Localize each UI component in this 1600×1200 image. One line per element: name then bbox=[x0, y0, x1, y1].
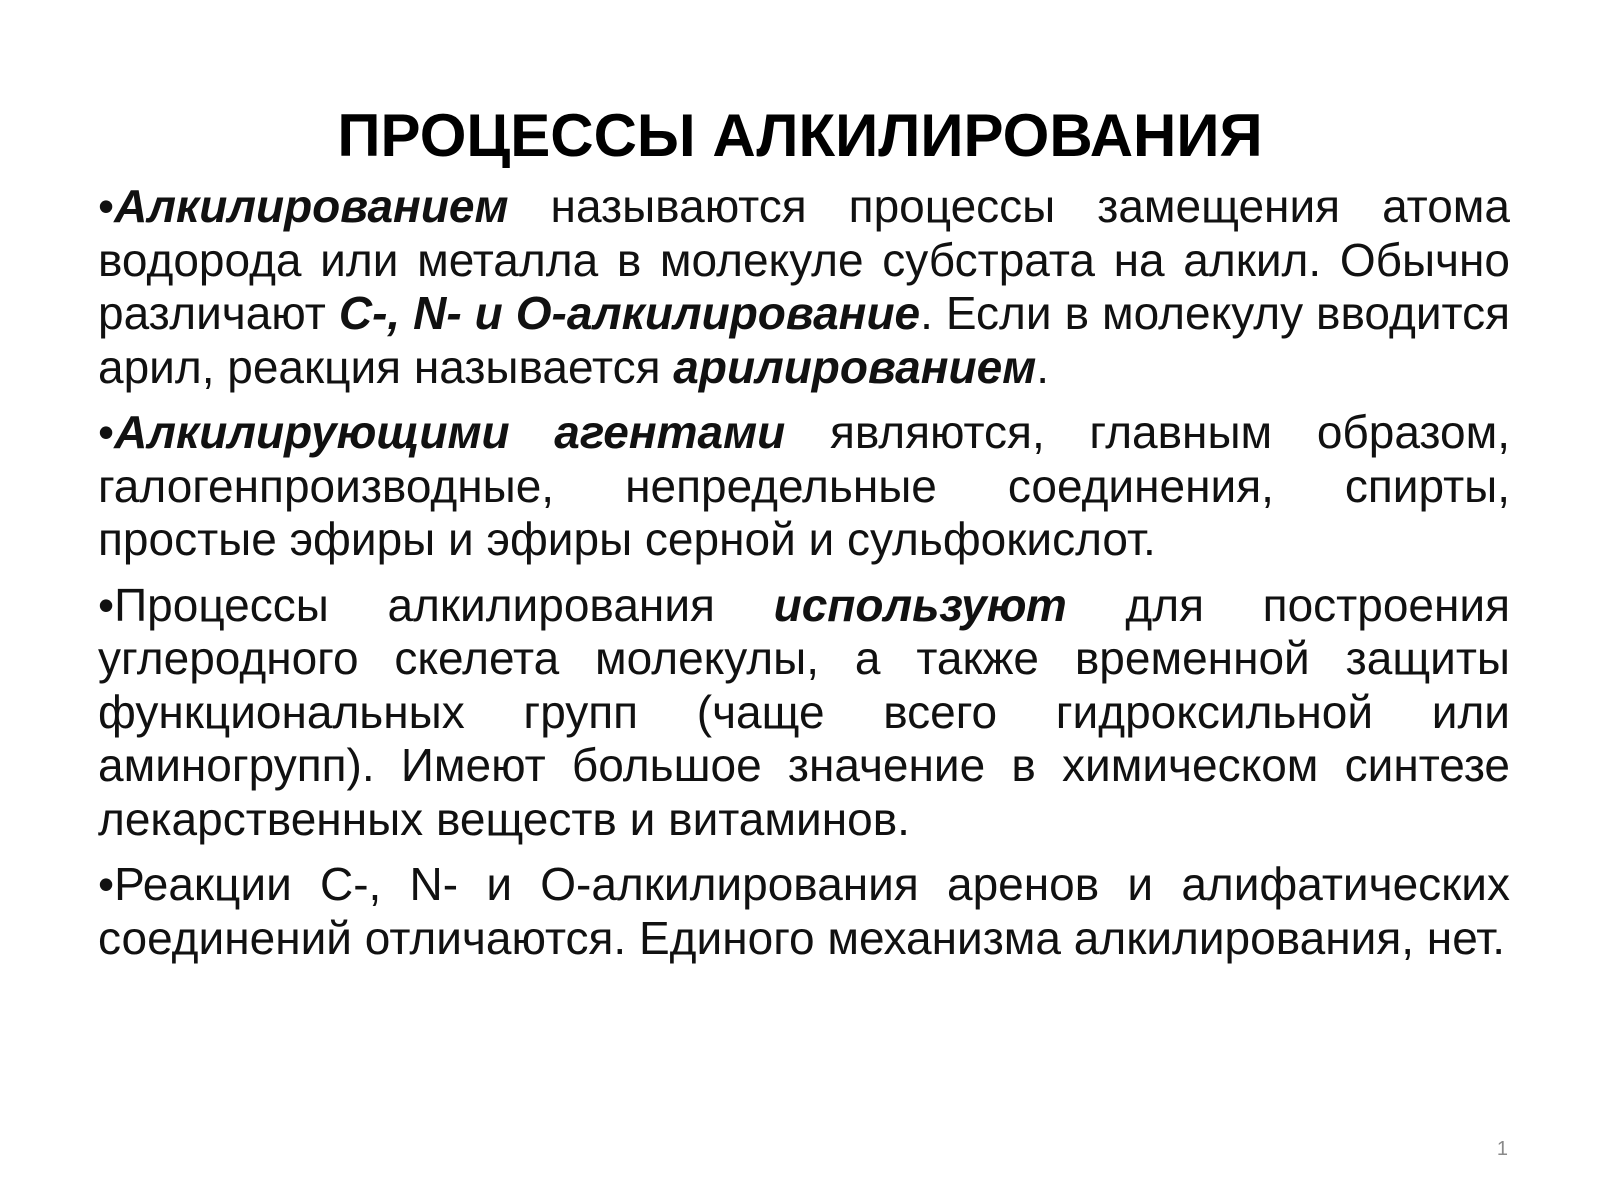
paragraph-alkylation-usage bbox=[98, 579, 1510, 847]
term-c-n-o-alkylation: С-, N- и О-алкилирование bbox=[338, 287, 921, 339]
bullet-marker: • bbox=[98, 578, 115, 631]
paragraph-text: Реакции С-, N- и О-алкилирования аренов и алифатических соединений отличаются. Единого механизма алкилирования, нет. bbox=[98, 858, 1510, 964]
paragraph-text: для построения углеродного скелета молекулы, а также временной защиты функциональных групп (чаще всего гидроксильной или аминогрупп). Имеют большое значение в химическом синтезе лекарственных веществ и витаминов. bbox=[98, 578, 1510, 845]
bullet-marker: • bbox=[98, 180, 115, 232]
term-alkylation: Алкилированием bbox=[114, 180, 509, 232]
paragraph-text: являются, главным образом, галогенпроизводные, непредельные соединения, спирты, простые эфиры и эфиры серной и сульфокислот. bbox=[98, 406, 1510, 565]
term-use: используют bbox=[773, 578, 1067, 631]
bullet-marker: • bbox=[98, 858, 115, 910]
term-alkylating-agents: Алкилирующими агентами bbox=[114, 406, 786, 458]
term-arylation: арилированием bbox=[673, 340, 1037, 393]
bullet-marker: • bbox=[98, 406, 115, 458]
paragraph-alkylation-definition bbox=[98, 180, 1510, 394]
paragraph-text: . Если в молекулу вводится арил, реакция называется bbox=[98, 287, 1510, 393]
slide-title: ПРОЦЕССЫ АЛКИЛИРОВАНИЯ bbox=[337, 102, 1263, 169]
paragraph-alkylating-agents bbox=[98, 406, 1510, 567]
page-number: 1 bbox=[1496, 1138, 1508, 1160]
paragraph-text: Процессы алкилирования bbox=[114, 578, 774, 631]
paragraph-text: называются процессы замещения атома водорода или металла в молекуле субстрата на алкил. Обычно различают bbox=[98, 180, 1510, 339]
slide-body bbox=[98, 180, 1510, 977]
paragraph-text: . bbox=[1036, 340, 1050, 393]
paragraph-reaction-differences bbox=[98, 858, 1510, 965]
